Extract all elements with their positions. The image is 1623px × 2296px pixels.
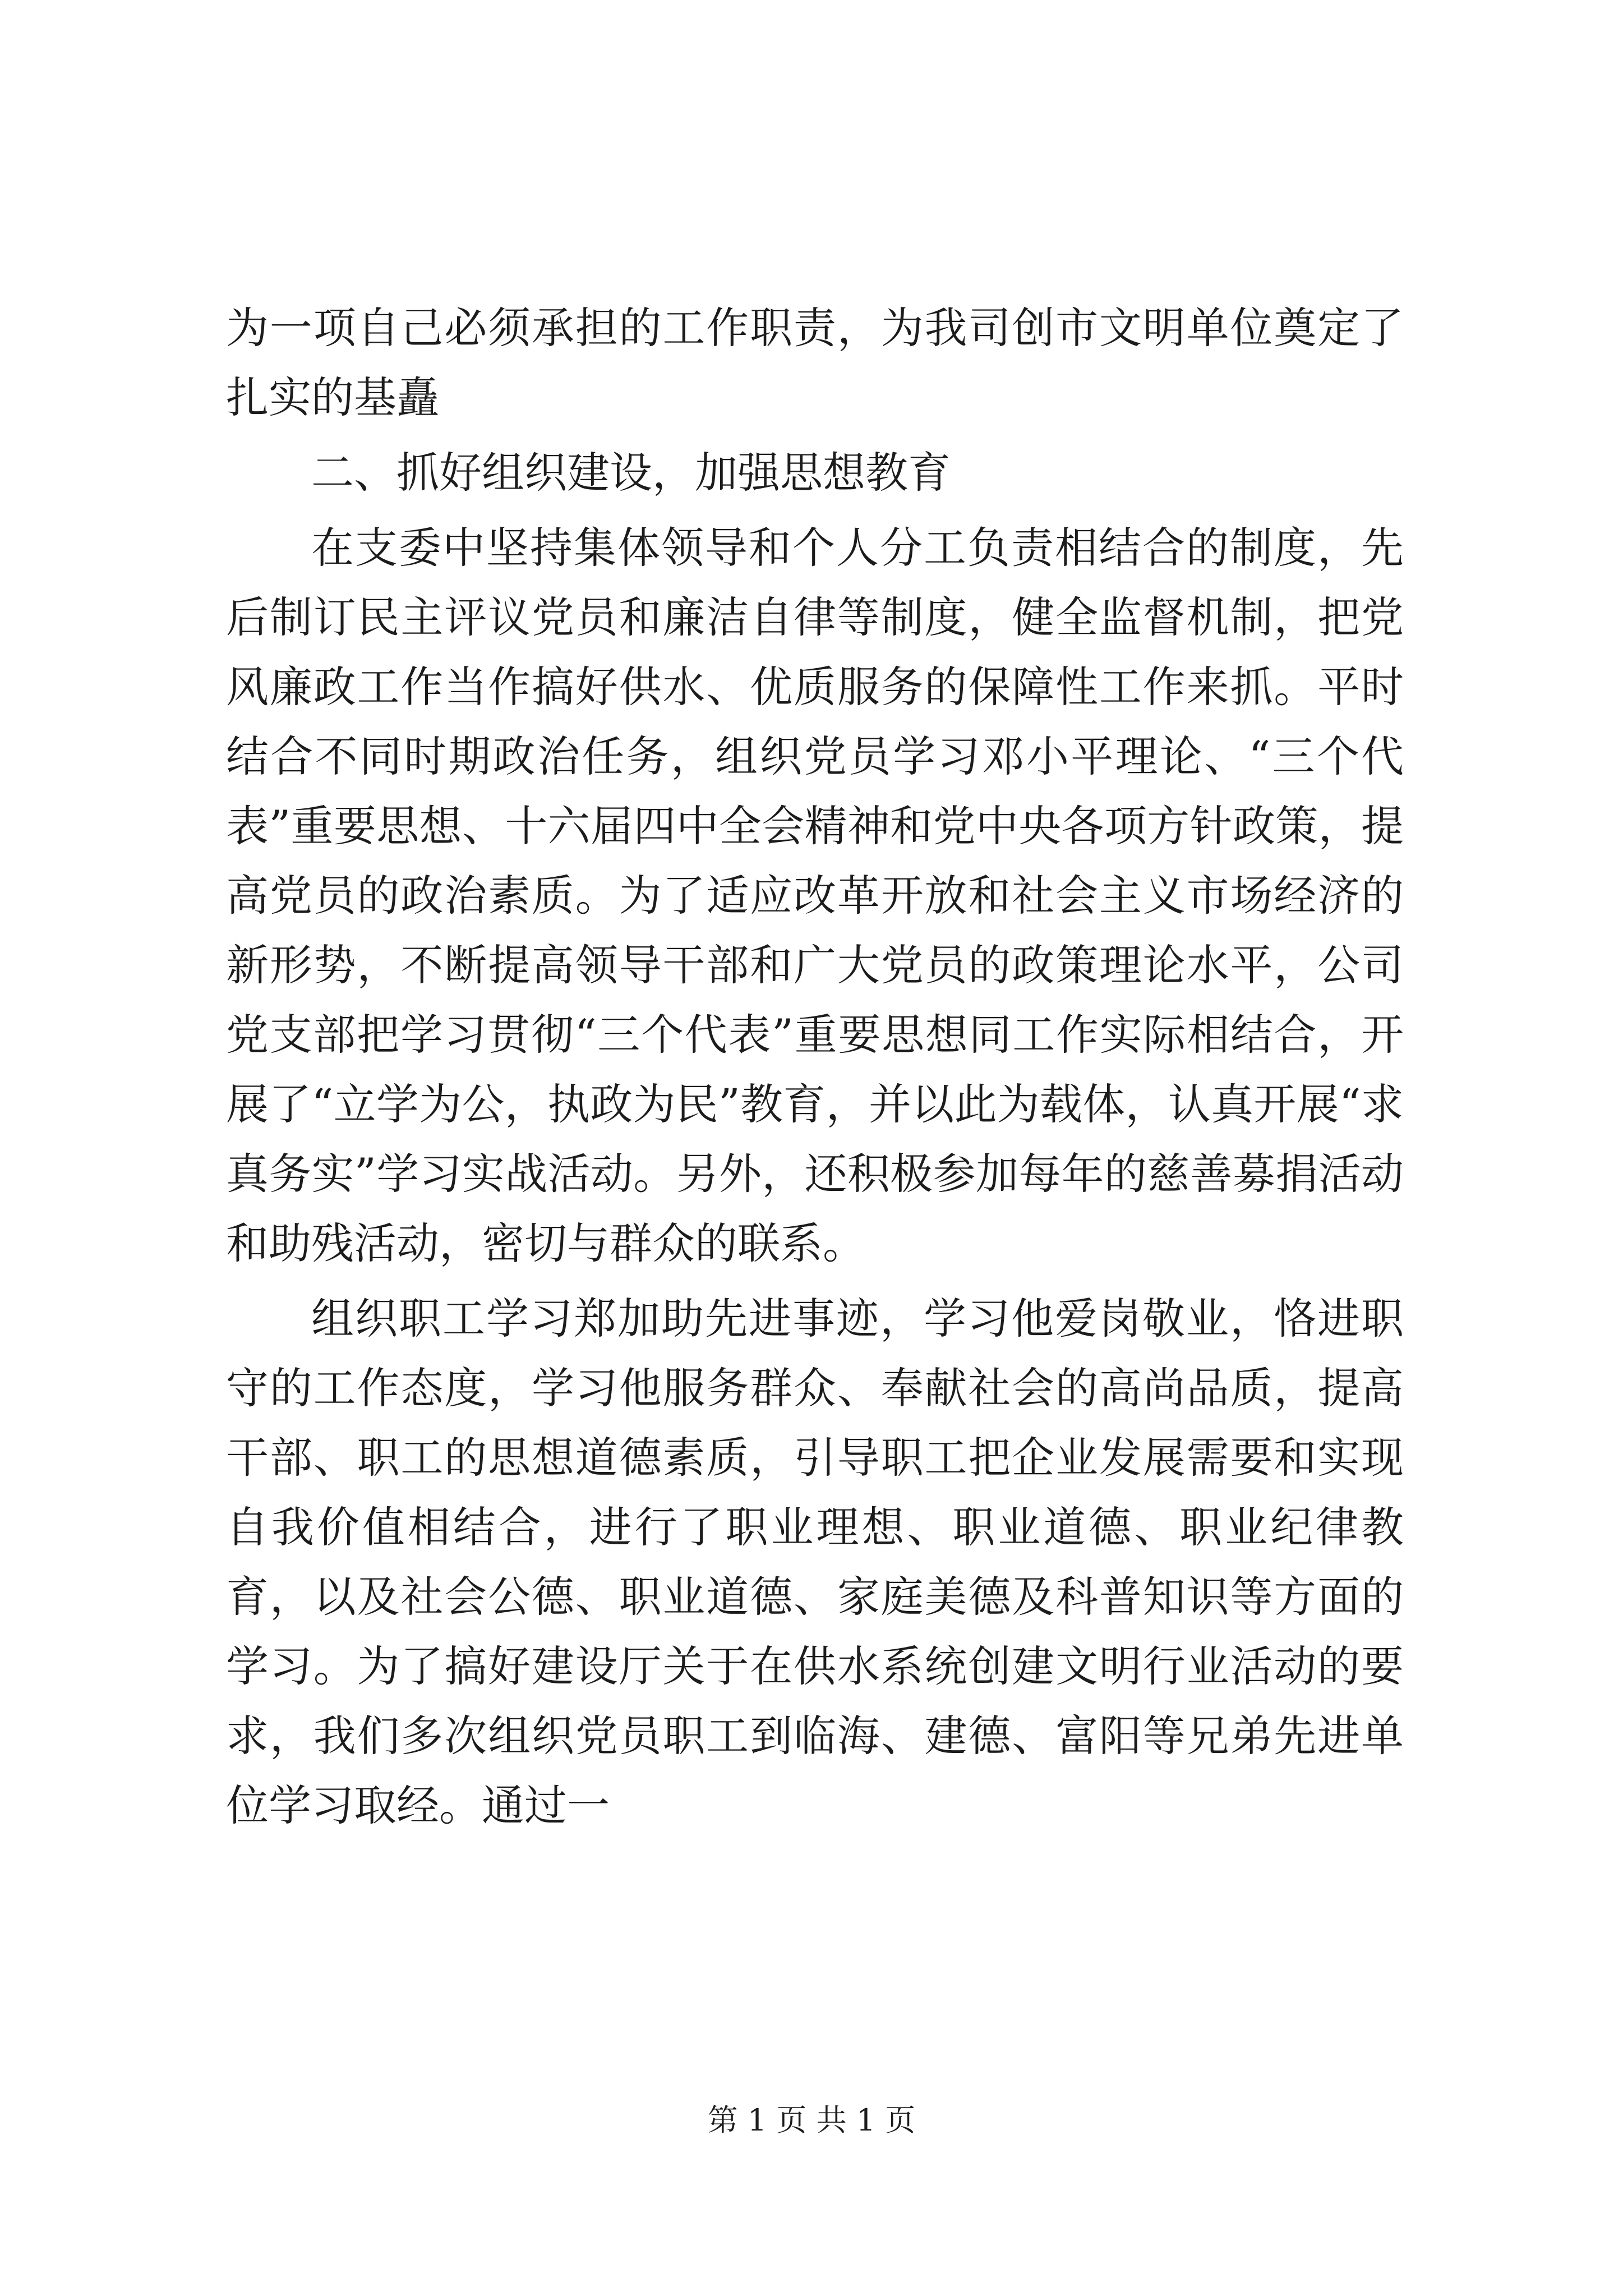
- section-heading: 二、抓好组织建设，加强思想教育: [311, 448, 951, 498]
- paragraph-organization: 在支委中坚持集体领导和个人分工负责相结合的制度，先后制订民主评议党员和廉洁自律等制度，健全监督机制，把党风廉政工作当作搞好供水、优质服务的保障性工作来抓。平时结合不同时期政治任务，组织党员学习邓小平理论、“三个代表”重要思想、十六届四中全会精神和党中央各项方针政策，提高党员的政治素质。为了适应改革开放和社会主义市场经济的新形势，不断提高领导干部和广大党员的政策理论水平，公司党支部把学习贯彻“三个代表”重要思想同工作实际相结合，开展了“立学为公，执政为民”教育，并以此为载体，认真开展“求真务实”学习实战活动。另外，还积极参加每年的慈善募捐活动和助残活动，密切与群众的联系。: [226, 523, 1404, 1268]
- document-body: [226, 293, 1404, 1846]
- page-number-footer: 第 1 页 共 1 页: [707, 2102, 916, 2138]
- paragraph-continuation: 为一项自己必须承担的工作职责，为我司创市文明单位奠定了扎实的基矗: [226, 303, 1404, 422]
- paragraph-staff-education: 组织职工学习郑加助先进事迹，学习他爱岗敬业，恪进职守的工作态度，学习他服务群众、奉献社会的高尚品质，提高干部、职工的思想道德素质，引导职工把企业发展需要和实现自我价值相结合，进行了职业理想、职业道德、职业纪律教育，以及社会公德、职业道德、家庭美德及科普知识等方面的学习。为了搞好建设厅关于在供水系统创建文明行业活动的要求，我们多次组织党员职工到临海、建德、富阳等兄弟先进单位学习取经。通过一: [226, 1294, 1404, 1830]
